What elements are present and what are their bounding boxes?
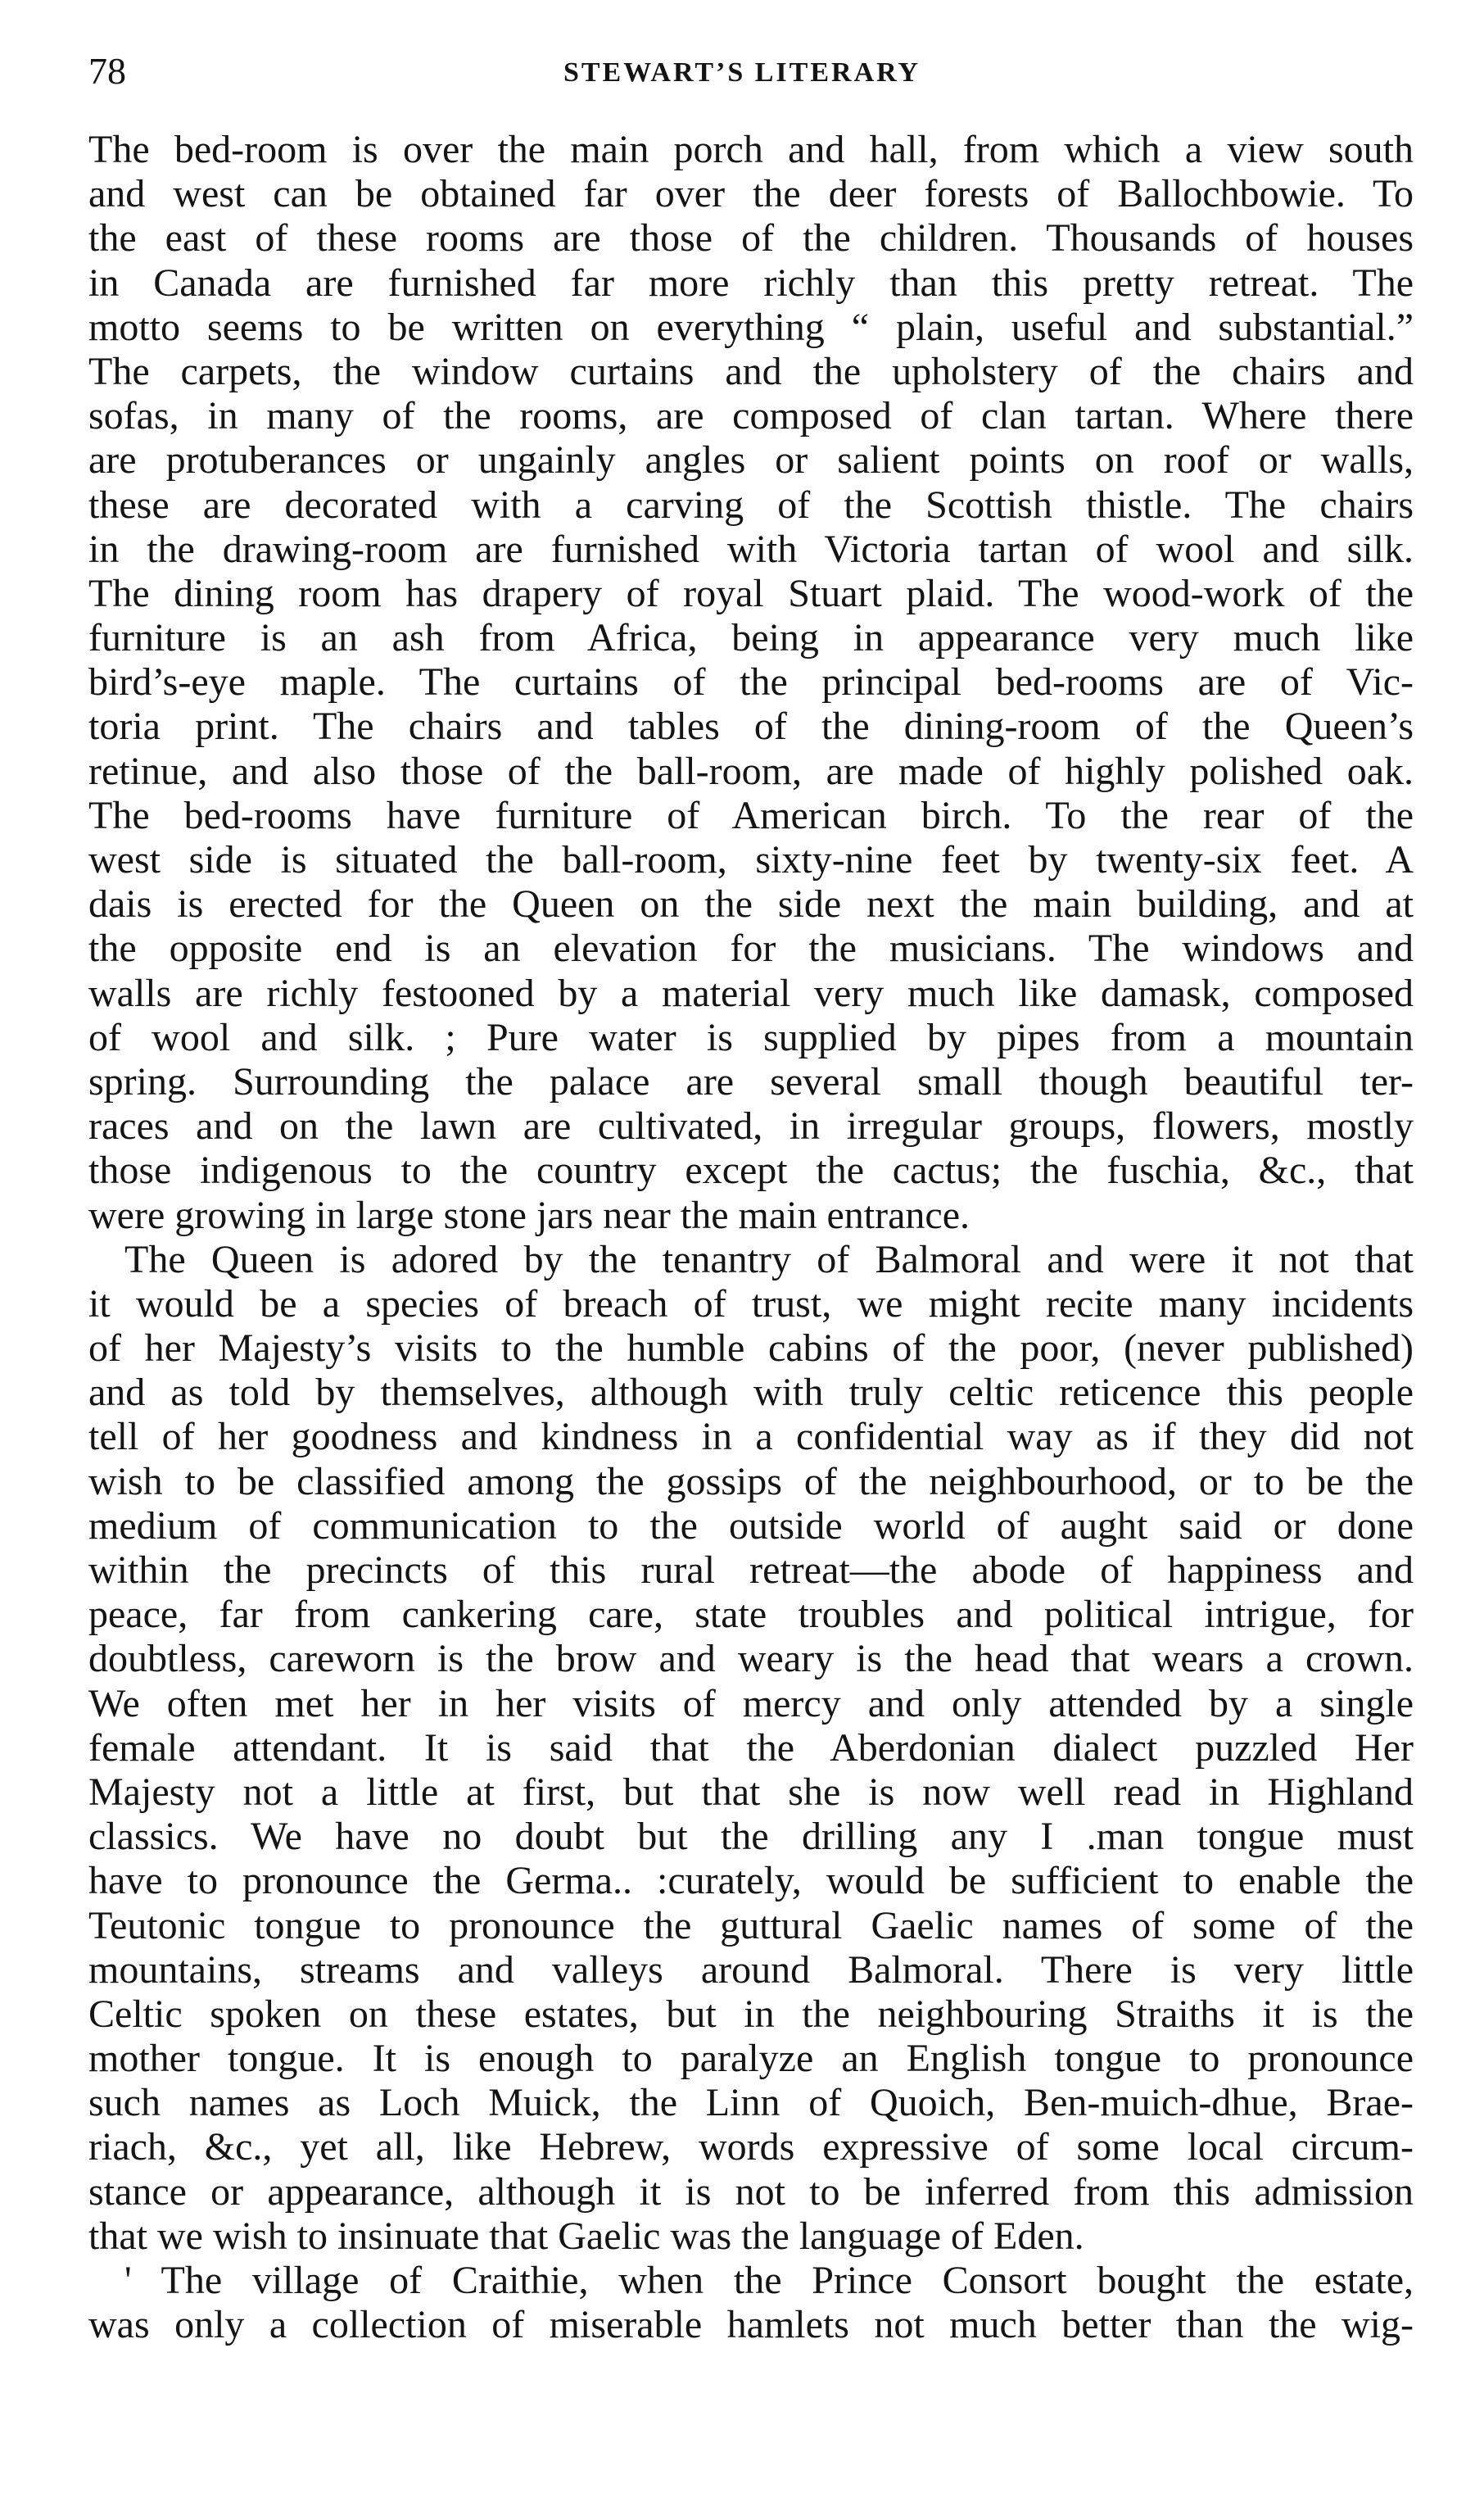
text-line: toria print. The chairs and tables of the dining-room of the Queen’s [88,705,1414,749]
text-line: walls are richly festooned by a material very much like damask, composed [88,971,1414,1015]
text-line: of wool and silk. ; Pure water is supplied by pipes from a mountain [88,1015,1414,1059]
text-line: stance or appearance, although it is not to be inferred from this admission [88,2169,1414,2214]
text-line: wish to be classified among the gossips of the neighbourhood, or to be the [88,1459,1414,1503]
text-line: The Queen is adored by the tenantry of Balmoral and were it not that [124,1237,1414,1281]
text-line: and west can be obtained far over the deer forests of Ballochbowie. To [88,172,1414,216]
text-line: doubtless, careworn is the brow and weary is the head that wears a crown. [88,1637,1414,1681]
text-line: ' The village of Craithie, when the Prince Consort bought the estate, [124,2259,1414,2302]
text-line: furniture is an ash from Africa, being in appearance very much like [88,616,1414,660]
text-line: these are decorated with a carving of the Scottish thistle. The chairs [88,483,1414,527]
text-line: west side is situated the ball-room, sixty-nine feet by twenty-six feet. A [88,838,1414,882]
paragraph-2 [88,1238,1414,2259]
text-line: We often met her in her visits of mercy and only attended by a single [88,1681,1414,1725]
text-line: Celtic spoken on these estates, but in the neighbouring Straiths it is the [88,1992,1414,2036]
text-line: were growing in large stone jars near the main entrance. [88,1193,970,1237]
text-line: The bed-room is over the main porch and hall, from which a view south [88,128,1414,171]
text-line: The dining room has drapery of royal Stuart plaid. The wood-work of the [88,571,1414,615]
text-line: Majesty not a little at first, but that she is now well read in Highland [88,1770,1414,1814]
text-line: races and on the lawn are cultivated, in irregular groups, flowers, mostly [88,1104,1414,1149]
text-line: The carpets, the window curtains and the upholstery of the chairs and [88,349,1414,393]
text-line: motto seems to be written on everything “ plain, useful and substantial.” [88,305,1414,349]
text-line: tell of her goodness and kindness in a confidential way as if they did not [88,1415,1414,1459]
text-line: dais is erected for the Queen on the side next the main building, and at [88,882,1414,927]
text-line: those indigenous to the country except the cactus; the fuschia, &c., that [88,1149,1414,1193]
text-line: Teutonic tongue to pronounce the guttural Gaelic names of some of the [88,1903,1414,1947]
paragraph-3 [88,2259,1414,2347]
text-line: are protuberances or ungainly angles or salient points on roof or walls, [88,438,1414,483]
text-line: in Canada are furnished far more richly than this pretty retreat. The [88,261,1414,305]
text-line: of her Majesty’s visits to the humble cabins of the poor, (never published) [88,1326,1414,1371]
text-line: within the precincts of this rural retreat—the abode of happiness and [88,1548,1414,1592]
text-line: that we wish to insinuate that Gaelic was the language of Eden. [88,2214,1084,2258]
text-line: and as told by themselves, although with truly celtic reticence this people [88,1371,1414,1415]
text-line: medium of communication to the outside world of aught said or done [88,1503,1414,1548]
text-line: riach, &c., yet all, like Hebrew, words expressive of some local circum- [88,2125,1414,2169]
text-line: spring. Surrounding the palace are several small though beautiful ter- [88,1059,1414,1104]
text-line: the east of these rooms are those of the children. Thousands of houses [88,216,1414,261]
text-line: The bed-rooms have furniture of American birch. To the rear of the [88,793,1414,837]
text-line: peace, far from cankering care, state troubles and political intrigue, for [88,1593,1414,1637]
text-line: in the drawing-room are furnished with Victoria tartan of wool and silk. [88,527,1414,571]
text-line: mother tongue. It is enough to paralyze an English tongue to pronounce [88,2037,1414,2081]
text-line: mountains, streams and valleys around Balmoral. There is very little [88,1947,1414,1992]
text-line: female attendant. It is said that the Aberdonian dialect puzzled Her [88,1725,1414,1770]
running-head: STEWART’S LITERARY [563,57,921,88]
body-text [88,128,1414,2347]
text-line: retinue, and also those of the ball-room, are made of highly polished oak. [88,749,1414,793]
text-line: it would be a species of breach of trust, we might recite many incidents [88,1281,1414,1326]
page-number: 78 [88,50,126,92]
text-line: bird’s-eye maple. The curtains of the principal bed-rooms are of Vic- [88,660,1414,705]
text-line: such names as Loch Muick, the Linn of Quoich, Ben-muich-dhue, Brae- [88,2081,1414,2125]
text-line: was only a collection of miserable hamlets not much better than the wig- [88,2303,1414,2347]
text-line: sofas, in many of the rooms, are composed of clan tartan. Where there [88,394,1414,438]
text-line: classics. We have no doubt but the drilling any I .man tongue must [88,1815,1414,1859]
text-line: have to pronounce the Germa.. :curately, would be sufficient to enable the [88,1859,1414,1903]
paragraph-1 [88,128,1414,1238]
text-line: the opposite end is an elevation for the musicians. The windows and [88,927,1414,971]
